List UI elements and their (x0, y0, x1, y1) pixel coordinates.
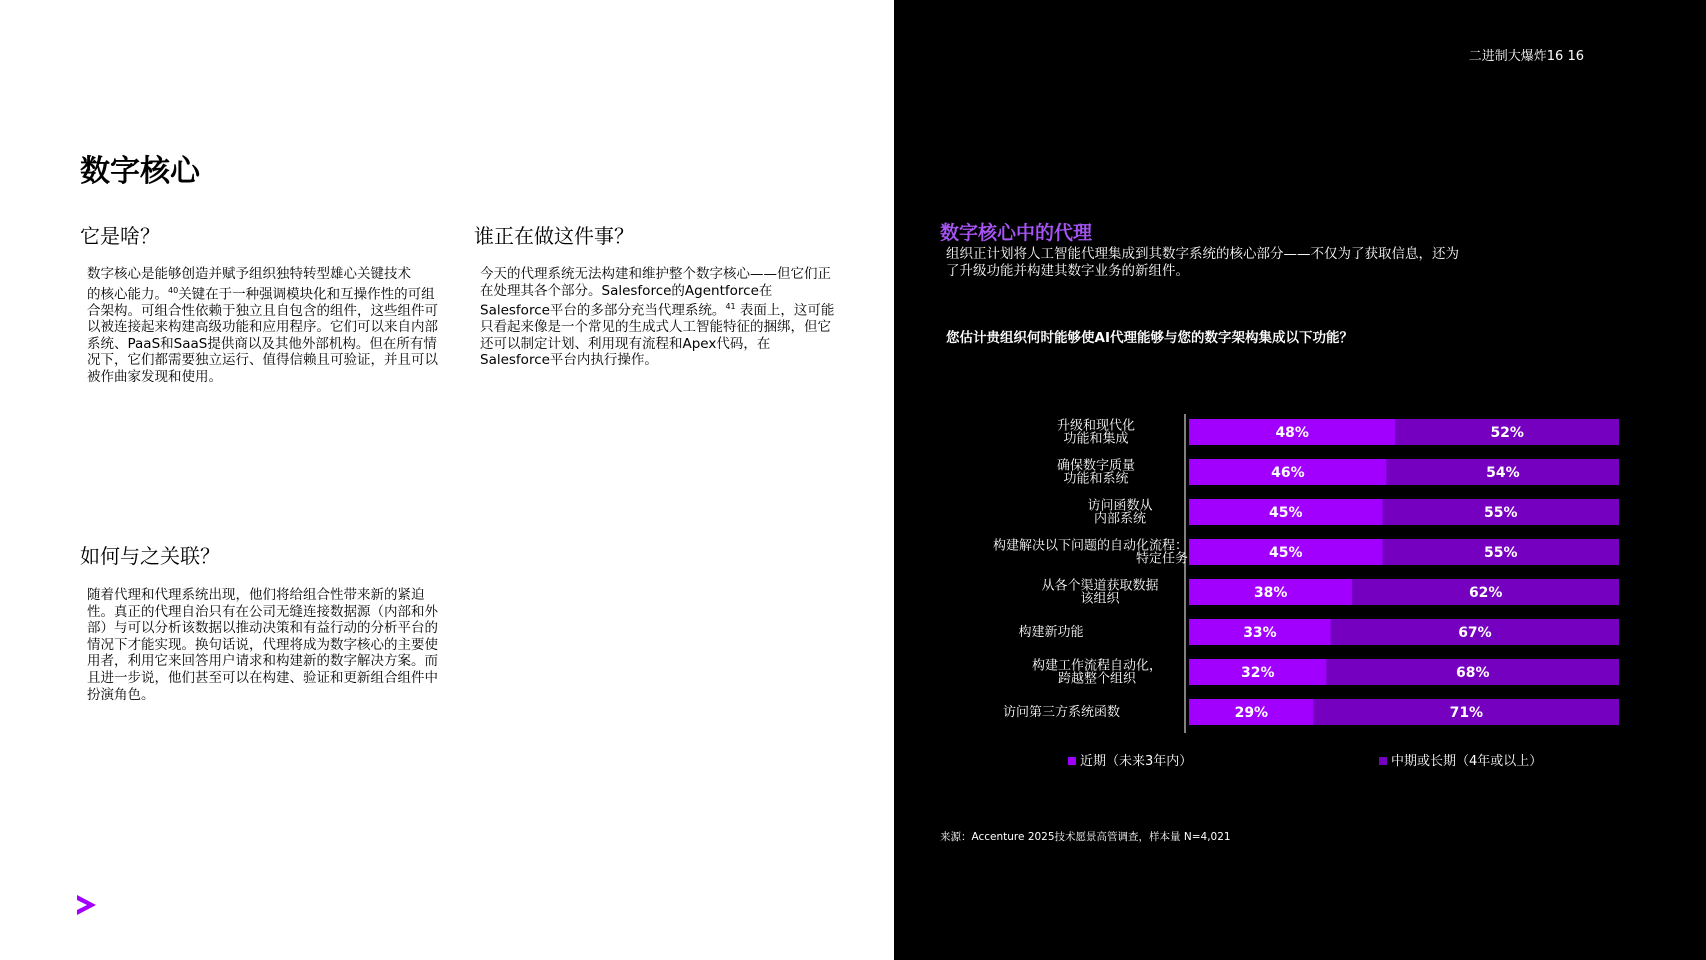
section-heading-how: 如何与之关联？ (80, 544, 220, 568)
bar-value-label: 52% (1490, 425, 1524, 441)
category-label: 跨越整个组织 (1057, 671, 1137, 687)
bar-value-label: 54% (1486, 465, 1520, 481)
bar-value-label: 68% (1456, 665, 1490, 681)
category-label: 构建解决以下问题的自动化流程： (992, 538, 1188, 554)
bar-value-label: 55% (1483, 545, 1518, 561)
page-title: 数字核心 (80, 154, 200, 189)
bar-value-label: 67% (1458, 625, 1492, 641)
category-label: 内部系统 (1093, 511, 1147, 527)
bar-value-label: 45% (1268, 505, 1303, 521)
chart-source-note: 来源：Accenture 2025技术愿景高管调查，样本量 N=4,021 (940, 831, 1231, 843)
category-label: 升级和现代化 (1056, 418, 1136, 434)
legend-label-near-term: 近期（未来3年内） (1080, 754, 1193, 769)
section-text-what-rest: 关键在于一种强调模块化和互操作性的可组合架构。可组合性依赖于独立且自包含的组件，这些组件可以被连接起来构建高级功能和应用程序。它们可以来自内部系统、PaaS和SaaS提供商以及其他外部机构。但在所有情况下，它们都需要独立运行、值得信赖且可验证，并且可以被作曲家发现和使用。 (87, 286, 438, 386)
legend-label-long-term: 中期或长期（4年或以上） (1391, 754, 1543, 769)
chart-subtitle: 组织正计划将人工智能代理集成到其数字系统的核心部分——不仅为了获取信息，还为了升级功能并构建其数字业务的新组件。 (946, 246, 1459, 279)
bar-value-label: 48% (1275, 425, 1309, 441)
bar-value-label: 32% (1241, 665, 1275, 681)
legend-swatch-long-term (1379, 757, 1387, 765)
chart-question: 您估计贵组织何时能够使AI代理能够与您的数字架构集成以下功能？ (946, 330, 1353, 346)
section-text-what-line2: 的核心能力。 (87, 286, 168, 303)
category-label: 功能和系统 (1063, 471, 1129, 487)
category-label: 构建工作流程自动化， (1031, 658, 1163, 674)
legend-swatch-near-term (1068, 757, 1076, 765)
right-panel (894, 0, 1706, 960)
chart-title: 数字核心中的代理 (940, 222, 1093, 244)
category-label: 构建新功能 (1018, 625, 1084, 640)
accenture-arrow-logo-icon (74, 892, 100, 918)
bar-value-label: 38% (1253, 585, 1288, 601)
bar-value-label: 62% (1468, 585, 1503, 601)
bar-value-label: 46% (1271, 465, 1305, 481)
section-text-who-part2: 表面上，这可能只看起来像是一个常见的生成式人工智能特征的捆绑，但它还可以制定计划、利用现有流程和Apex代码，在Salesforce平台内执行操作。 (480, 302, 835, 369)
footnote-ref-41: 41 (725, 302, 736, 312)
section-text-how: 随着代理和代理系统出现，他们将给组合性带来新的紧迫性。真正的代理自治只有在公司无缝连接数据源（内部和外部）与可以分析该数据以推动决策和有益行动的分析平台的情况下才能实现。换句话说，代理将成为数字核心的主要使用者，利用它来回答用户请求和构建新的数字解决方案。而且进一步说，他们甚至可以在构建、验证和更新组合组件中扮演角色。 (87, 587, 438, 703)
category-label: 特定任务 (1135, 551, 1188, 567)
category-label: 访问第三方系统函数 (1003, 705, 1121, 720)
page-number: 二进制大爆炸16 16 (1468, 49, 1584, 64)
bar-value-label: 71% (1449, 705, 1484, 721)
stacked-bar-chart (894, 0, 1706, 820)
section-text-who-part1: 今天的代理系统无法构建和维护整个数字核心——但它们正在处理其各个部分。Salesforce的Agentforce在Salesforce平台的多部分充当代理系统。 (480, 266, 831, 319)
category-label: 功能和集成 (1063, 431, 1129, 447)
category-label: 确保数字质量 (1056, 458, 1136, 474)
section-heading-who: 谁正在做这件事？ (474, 224, 634, 248)
bar-value-label: 33% (1243, 625, 1277, 641)
bar-value-label: 29% (1234, 705, 1269, 721)
category-label: 该组织 (1080, 591, 1120, 607)
bar-value-label: 45% (1268, 545, 1303, 561)
footnote-ref-40: 40 (168, 285, 179, 295)
section-heading-what: 它是啥？ (80, 224, 160, 248)
category-label: 从各个渠道获取数据 (1041, 578, 1159, 594)
category-label: 访问函数从 (1087, 498, 1153, 514)
section-text-what (87, 266, 443, 386)
section-text-what-line1: 数字核心是能够创造并赋予组织独特转型雄心关键技术 (87, 266, 411, 282)
bar-value-label: 55% (1483, 505, 1518, 521)
section-text-who (480, 266, 836, 369)
